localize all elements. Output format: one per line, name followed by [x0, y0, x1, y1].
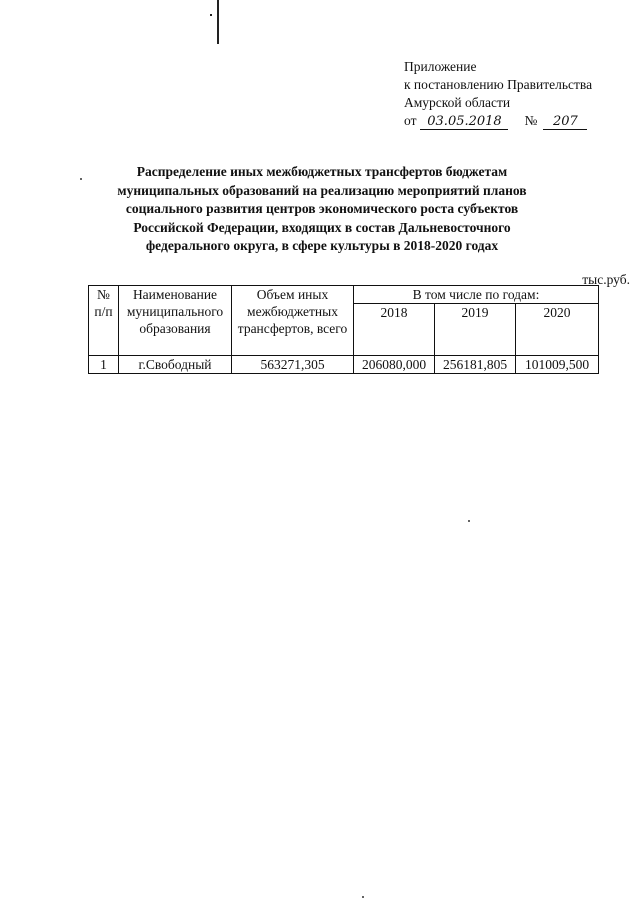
attachment-line-3: Амурской области — [404, 95, 511, 110]
cell-num: 1 — [89, 356, 119, 374]
title-line-2: муниципальных образований на реализацию мероприятий планов — [117, 182, 527, 198]
scan-speck — [362, 896, 364, 898]
title-line-5: федерального округа, в сфере культуры в 2018-2020 годах — [145, 238, 499, 253]
scan-speck — [468, 520, 470, 522]
scan-artifact-line — [217, 0, 219, 44]
cell-2020: 101009,500 — [516, 356, 599, 374]
scan-speck — [80, 178, 82, 180]
attachment-line-1: Приложение — [404, 59, 477, 74]
cell-name: г.Свободный — [119, 356, 232, 374]
header-by-years: В том числе по годам: — [354, 286, 599, 304]
handwritten-date: 03.05.2018 — [420, 115, 508, 130]
cell-total: 563271,305 — [232, 356, 354, 374]
document-title — [112, 163, 532, 256]
cell-2018: 206080,000 — [354, 356, 435, 374]
title-line-4: Российской Федерации, входящих в состав Дальневосточного — [133, 219, 511, 235]
attachment-date-line — [404, 112, 634, 130]
header-year-2019: 2019 — [435, 304, 516, 356]
scan-artifact-dot — [210, 14, 212, 16]
table-header-row — [89, 286, 599, 304]
header-year-2020: 2020 — [516, 304, 599, 356]
header-year-2018: 2018 — [354, 304, 435, 356]
header-name: Наименование муниципального образования — [119, 286, 232, 356]
number-label: № — [524, 113, 538, 128]
attachment-header — [404, 58, 634, 130]
cell-2019: 256181,805 — [435, 356, 516, 374]
date-prefix: от — [404, 113, 417, 128]
distribution-table — [88, 285, 599, 374]
attachment-line-2: к постановлению Правительства — [404, 77, 593, 92]
header-num: № п/п — [89, 286, 119, 356]
title-line-1: Распределение иных межбюджетных трансфертов бюджетам — [136, 164, 508, 179]
handwritten-number: 207 — [543, 115, 587, 130]
table-row — [89, 356, 599, 374]
units-label: тыс.руб. — [582, 272, 630, 287]
title-line-3: социального развития центров экономического роста субъектов — [125, 201, 519, 216]
header-total: Объем иных межбюджетных трансфертов, всего — [232, 286, 354, 356]
